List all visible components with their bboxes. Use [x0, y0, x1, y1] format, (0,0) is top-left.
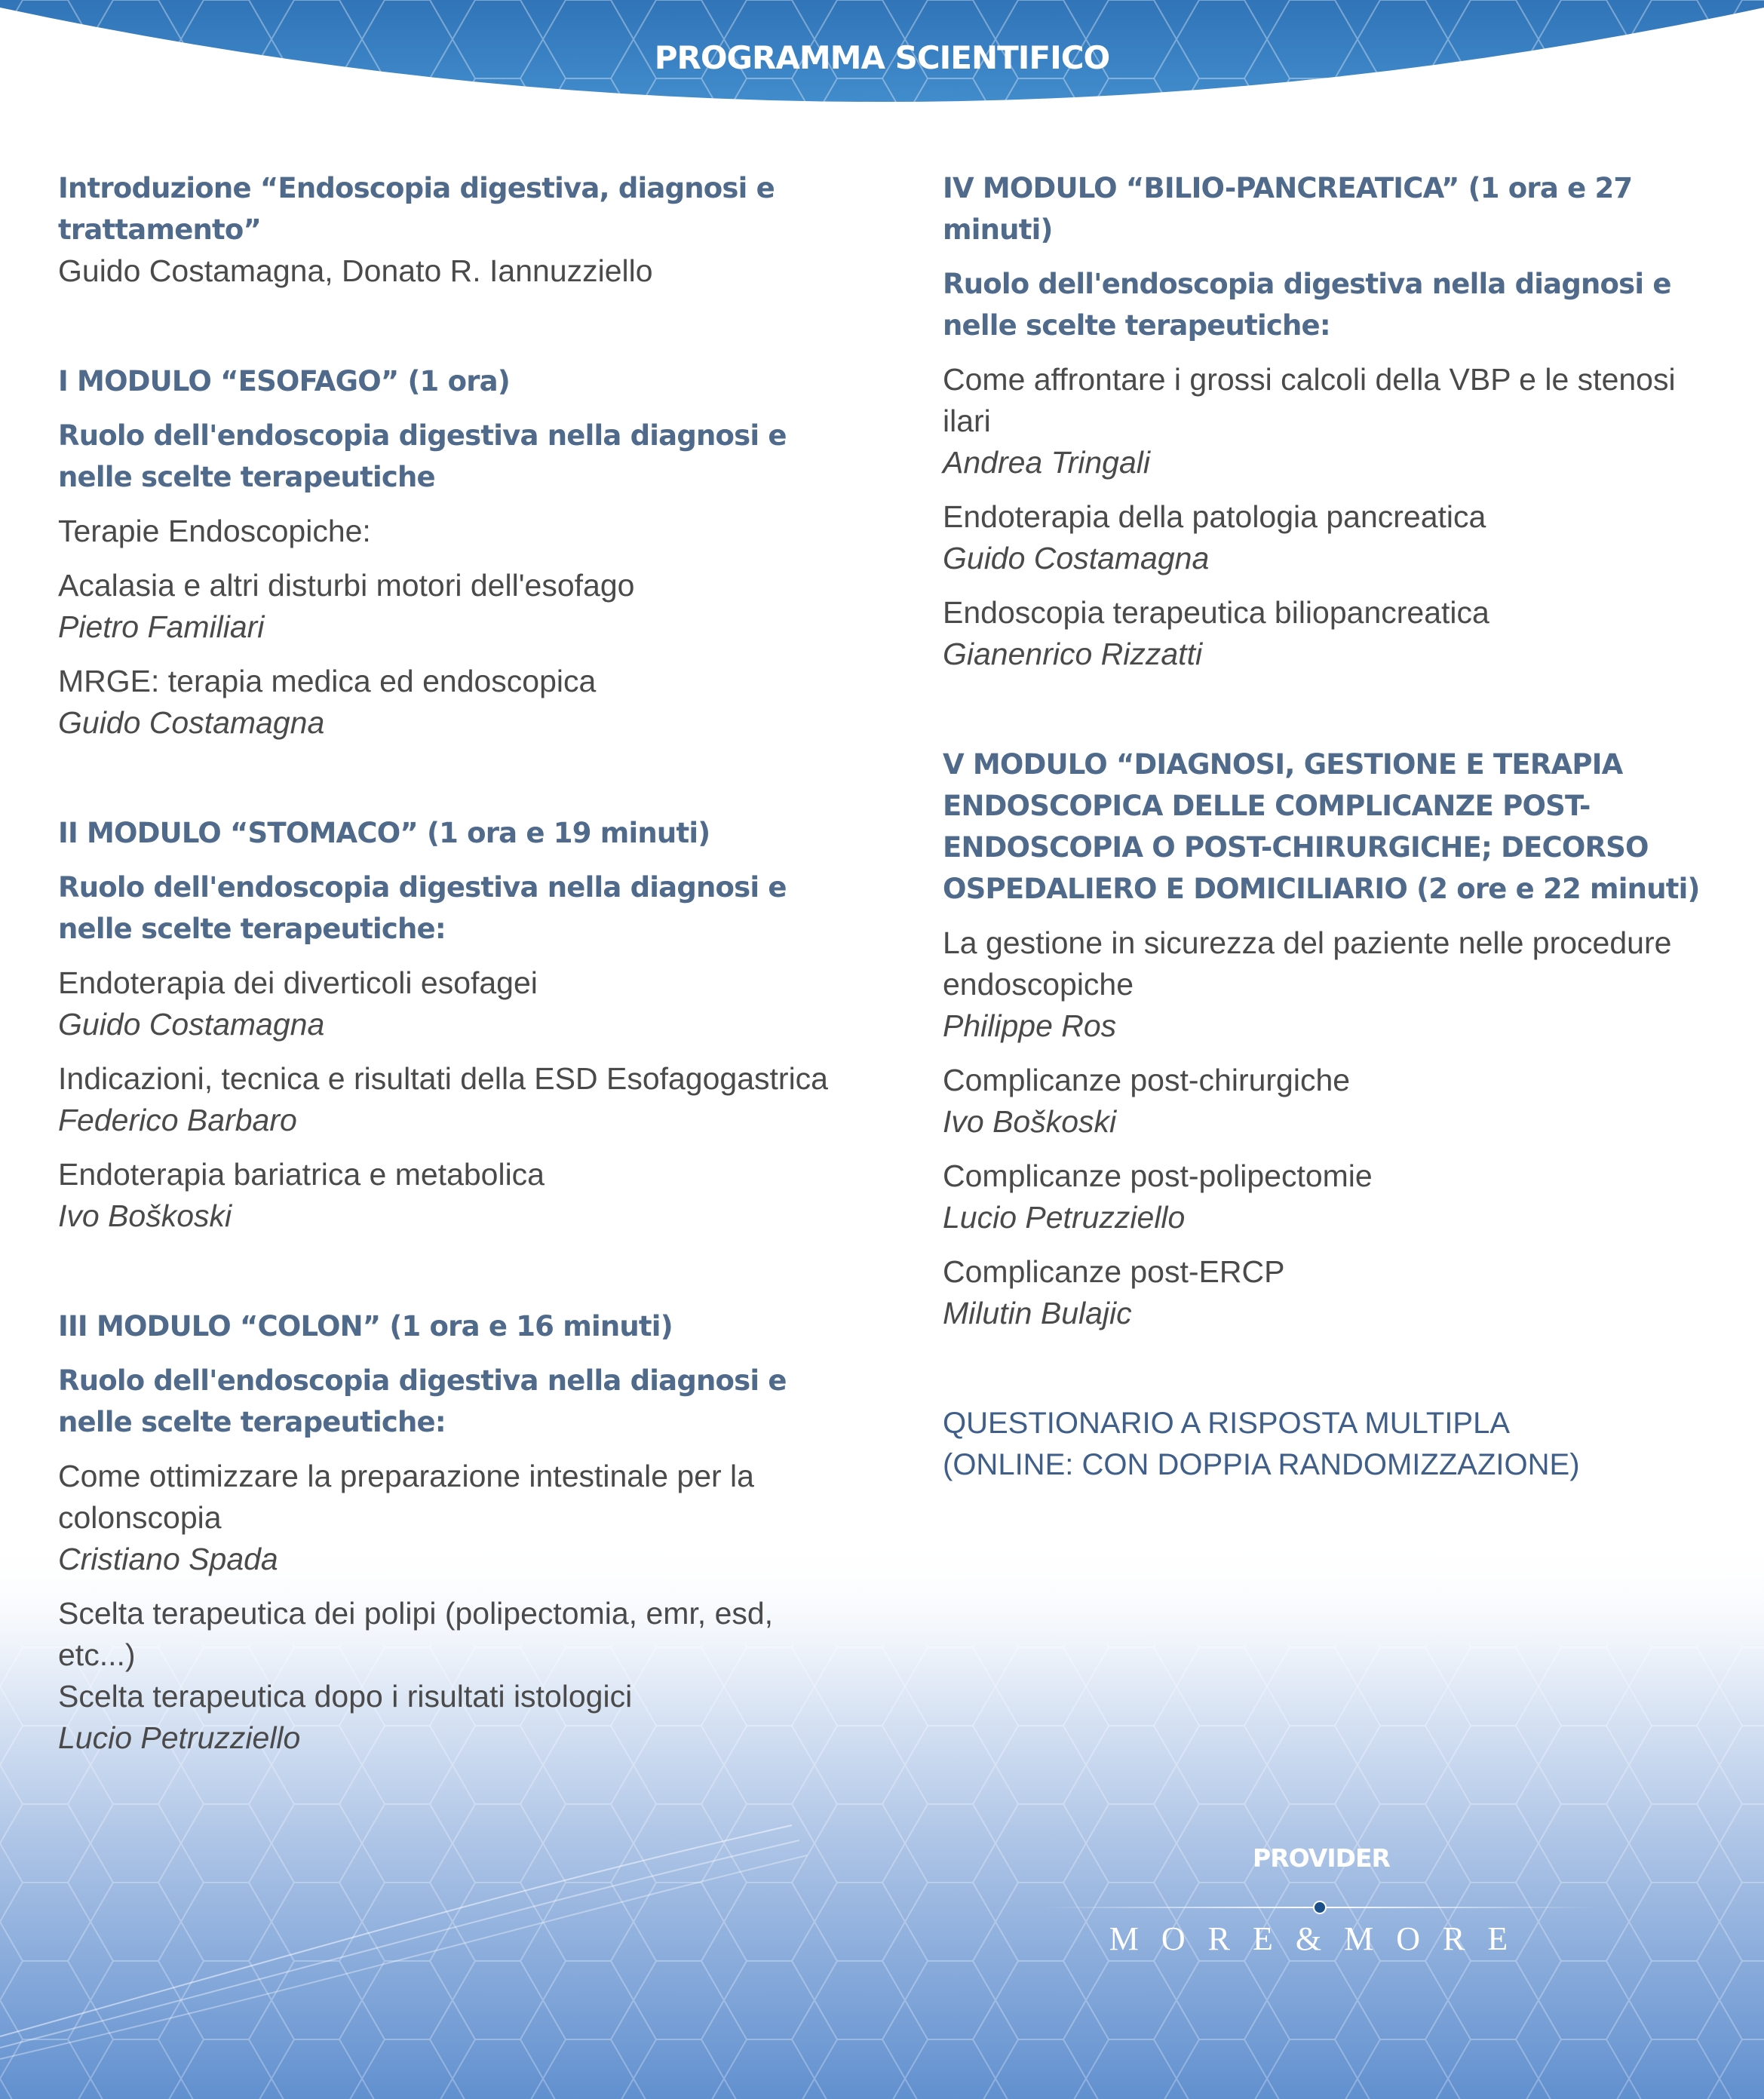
module-subheading: Ruolo dell'endoscopia digestiva nella diagnosi e: [58, 871, 787, 904]
module-subheading: nelle scelte terapeutiche:: [58, 913, 446, 945]
module-heading: IV MODULO “BILIO-PANCREATICA” (1 ora e 27: [943, 172, 1633, 204]
speaker-name: Guido Costamagna: [58, 705, 325, 740]
provider-label: PROVIDER: [1253, 1843, 1390, 1873]
provider-logo: MORE&MORE: [1109, 1920, 1531, 1957]
module-heading: minuti): [943, 213, 1053, 246]
speaker-name: Lucio Petruzziello: [58, 1720, 301, 1755]
topic-title: Complicanze post-polipectomie: [943, 1158, 1373, 1193]
topic-title: Scelta terapeutica dei polipi (polipectomia, emr, esd,: [58, 1596, 774, 1631]
intro-section: [58, 167, 873, 292]
topic-title: Endoterapia bariatrica e metabolica: [58, 1157, 545, 1192]
topic-title: colonscopia: [58, 1500, 222, 1535]
speaker-name: Gianenrico Rizzatti: [943, 637, 1203, 671]
questionnaire-line: (ONLINE: CON DOPPIA RANDOMIZZAZIONE): [943, 1448, 1580, 1481]
speaker-name: Lucio Petruzziello: [943, 1200, 1186, 1235]
module-2-section: [58, 812, 873, 1237]
topic-title: Indicazioni, tecnica e risultati della ESD Esofagogastrica: [58, 1061, 828, 1096]
speaker-name: Cristiano Spada: [58, 1542, 278, 1576]
module-4-section: [943, 167, 1720, 675]
module-heading: I MODULO “ESOFAGO” (1 ora): [58, 365, 510, 397]
topic-title: ilari: [943, 404, 991, 438]
topic-title: Come ottimizzare la preparazione intestinale per la: [58, 1459, 754, 1493]
module-heading: ENDOSCOPICA DELLE COMPLICANZE POST-: [943, 790, 1591, 822]
module-heading: ENDOSCOPIA O POST-CHIRURGICHE; DECORSO: [943, 831, 1649, 864]
module-heading: OSPEDALIERO E DOMICILIARIO (2 ore e 22 minuti): [943, 873, 1700, 905]
topic-title: etc...): [58, 1637, 136, 1672]
module-subheading: nelle scelte terapeutiche: [58, 461, 435, 493]
topic-title: MRGE: terapia medica ed endoscopica: [58, 664, 597, 698]
module-heading: II MODULO “STOMACO” (1 ora e 19 minuti): [58, 817, 710, 849]
topic-title: Endoscopia terapeutica biliopancreatica: [943, 595, 1489, 630]
topic-title: Complicanze post-chirurgiche: [943, 1063, 1351, 1097]
intro-title-line: trattamento”: [58, 213, 262, 246]
topic-title: Complicanze post-ERCP: [943, 1254, 1285, 1289]
module-3-section: [58, 1306, 873, 1759]
program-column-right: [943, 167, 1720, 1486]
topic-title: Come affrontare i grossi calcoli della VBP e le stenosi: [943, 362, 1676, 397]
topic-title: La gestione in sicurezza del paziente nelle procedure: [943, 925, 1672, 960]
speaker-name: Guido Costamagna: [943, 541, 1210, 575]
module-subheading: Ruolo dell'endoscopia digestiva nella diagnosi e: [58, 419, 787, 452]
speaker-name: Guido Costamagna: [58, 1007, 325, 1042]
speaker-name: Federico Barbaro: [58, 1103, 297, 1137]
module-subheading: nelle scelte terapeutiche:: [58, 1406, 446, 1438]
module-5-section: [943, 744, 1720, 1334]
module-subheading: nelle scelte terapeutiche:: [943, 309, 1330, 342]
speaker-name: Andrea Tringali: [943, 445, 1150, 480]
topic-title: Endoterapia dei diverticoli esofagei: [58, 965, 538, 1000]
topic-title: endoscopiche: [943, 967, 1134, 1002]
module-subheading: Ruolo dell'endoscopia digestiva nella diagnosi e: [58, 1364, 787, 1397]
questionnaire-section: [943, 1403, 1720, 1486]
topic-title: Acalasia e altri disturbi motori dell'esofago: [58, 568, 635, 603]
speaker-name: Ivo Boškoski: [943, 1104, 1117, 1139]
topic-title: Scelta terapeutica dopo i risultati istologici: [58, 1679, 633, 1714]
module-subheading: Ruolo dell'endoscopia digestiva nella diagnosi e: [943, 268, 1671, 300]
module-heading: V MODULO “DIAGNOSI, GESTIONE E TERAPIA: [943, 748, 1623, 781]
module-1-section: [58, 361, 873, 744]
intro-speakers: Guido Costamagna, Donato R. Iannuzziello: [58, 253, 653, 288]
speaker-name: Milutin Bulajic: [943, 1296, 1132, 1330]
topic-label: Terapie Endoscopiche:: [58, 514, 371, 548]
speaker-name: Philippe Ros: [943, 1008, 1117, 1043]
speaker-name: Ivo Boškoski: [58, 1198, 232, 1233]
topic-title: Endoterapia della patologia pancreatica: [943, 499, 1486, 534]
program-column-left: [58, 167, 873, 1772]
module-heading: III MODULO “COLON” (1 ora e 16 minuti): [58, 1310, 673, 1343]
intro-title-line: Introduzione “Endoscopia digestiva, diagnosi e: [58, 172, 775, 204]
speaker-name: Pietro Familiari: [58, 609, 265, 644]
questionnaire-line: QUESTIONARIO A RISPOSTA MULTIPLA: [943, 1407, 1511, 1440]
page-title: PROGRAMMA SCIENTIFICO: [654, 39, 1110, 76]
